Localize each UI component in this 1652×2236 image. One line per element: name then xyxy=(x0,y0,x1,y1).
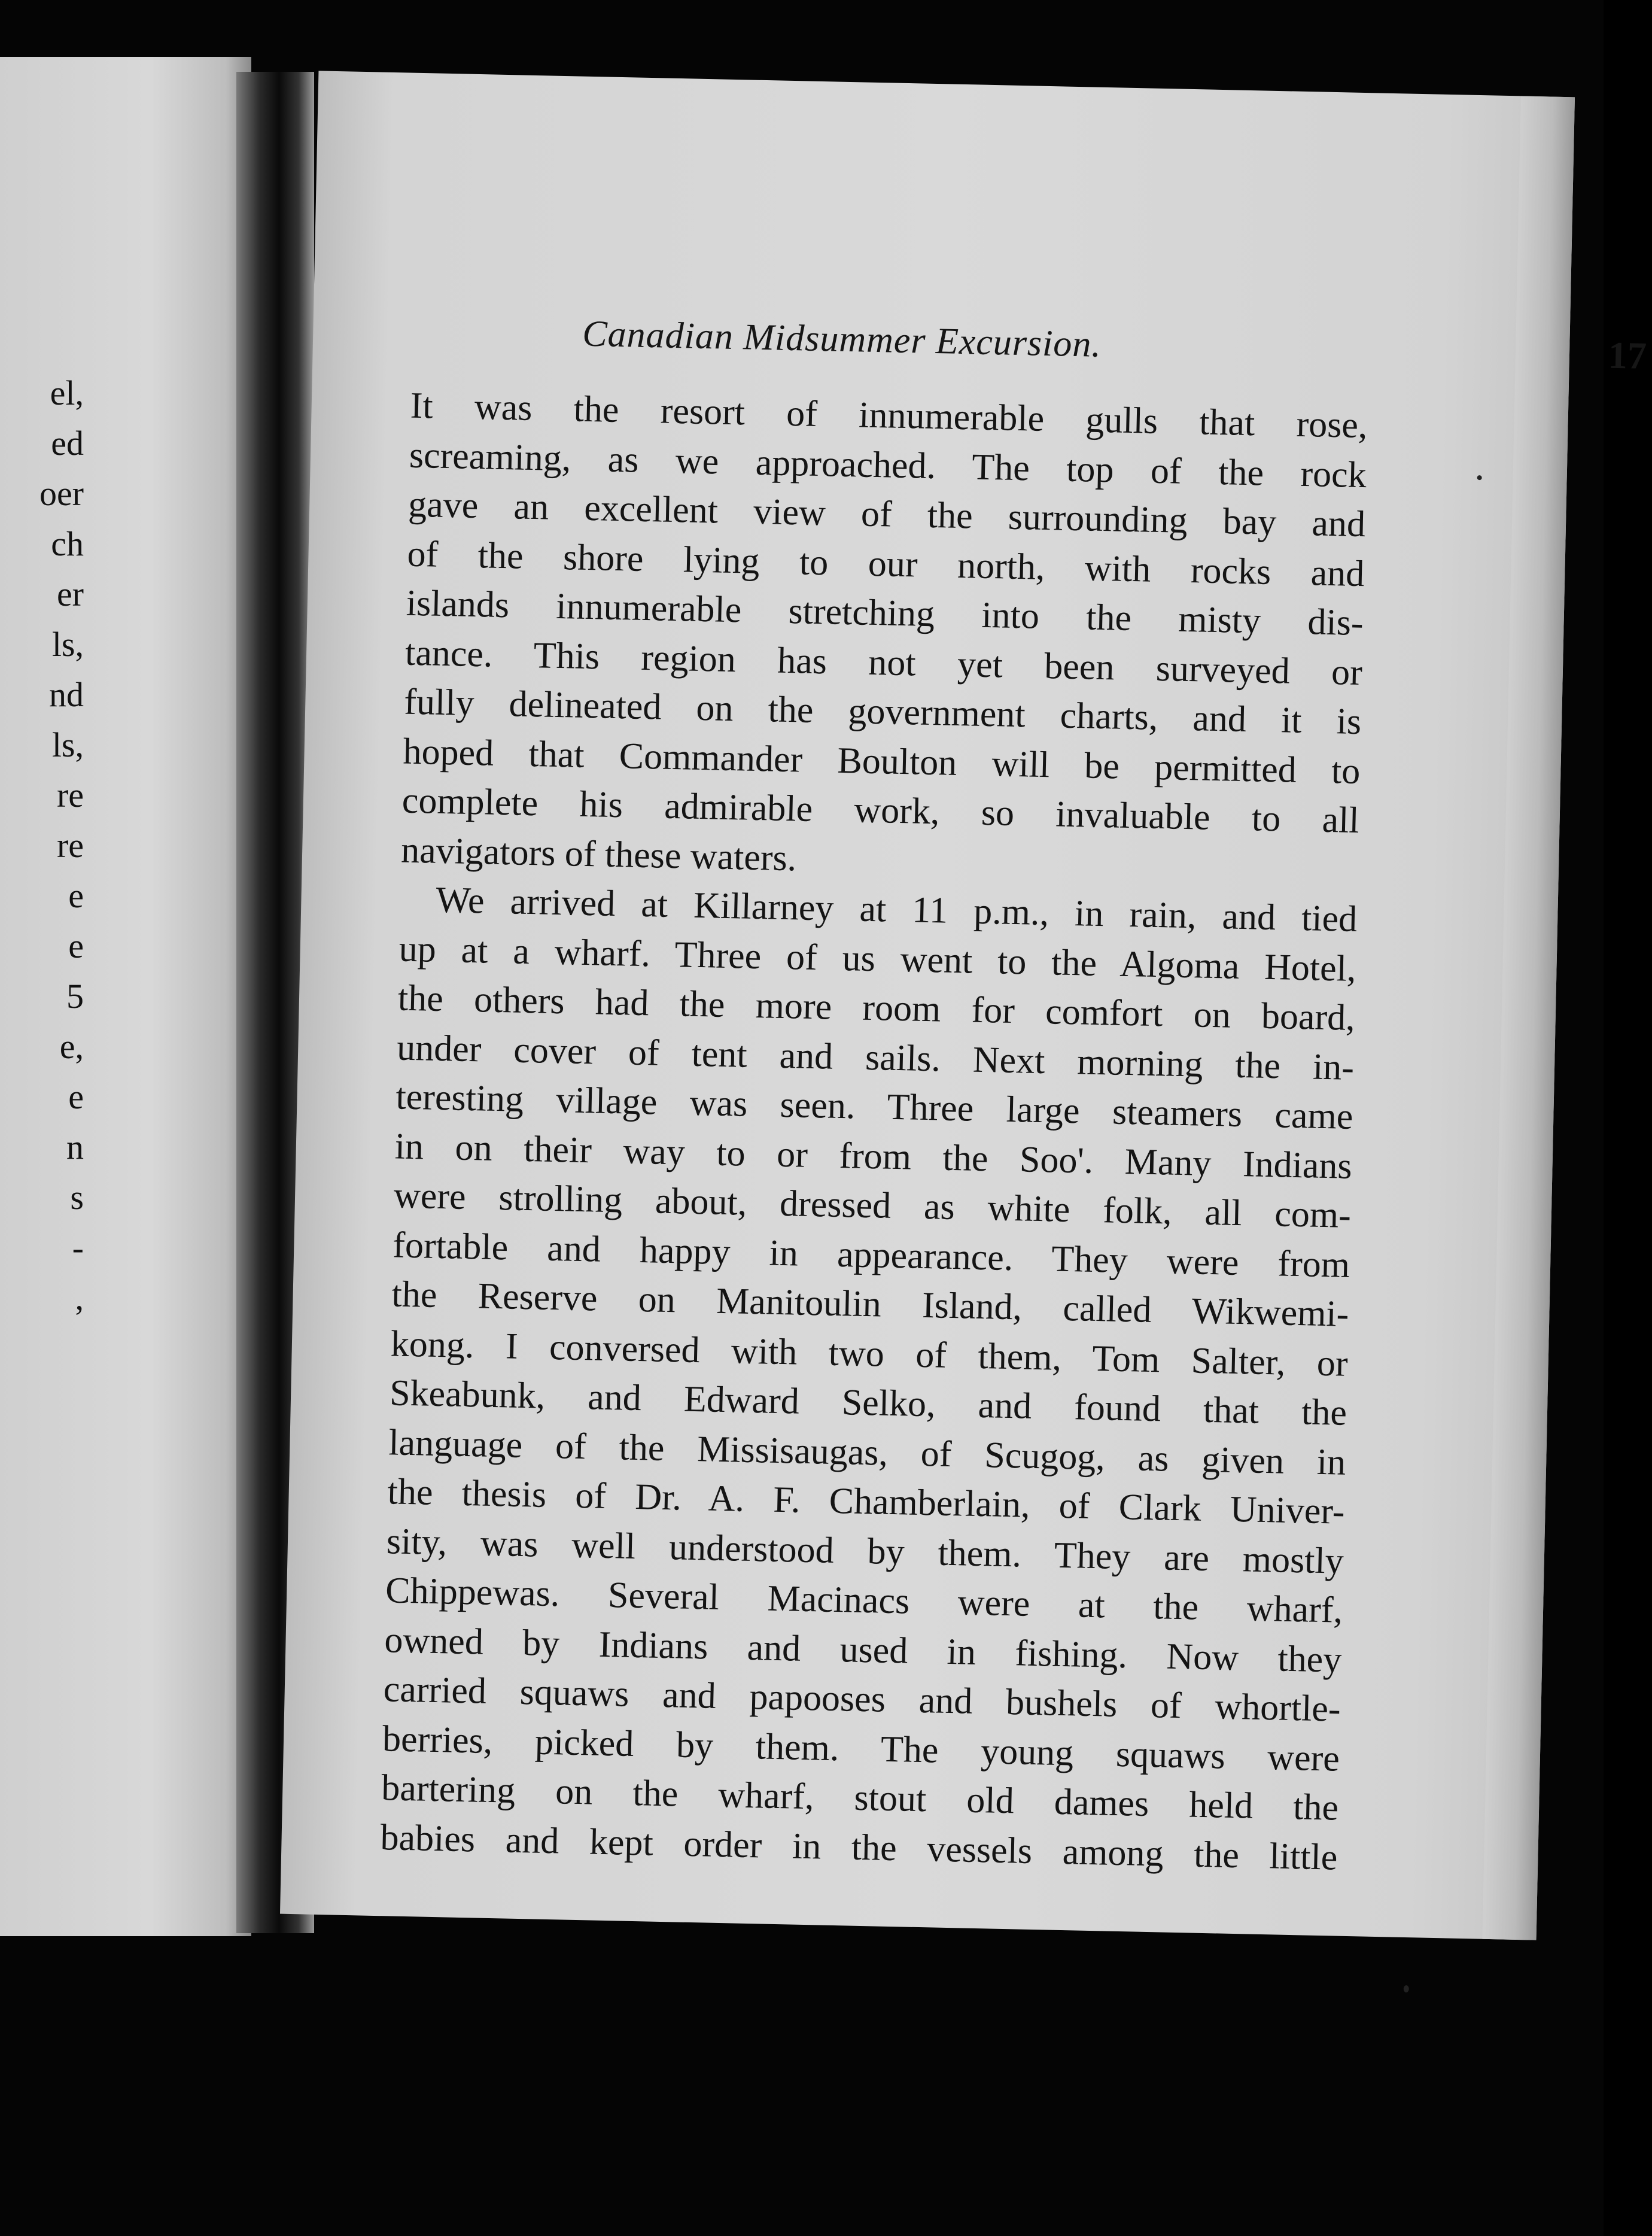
text-line: navigators of these waters. xyxy=(400,830,797,879)
text-line: fully delineated on the government charts, and it is xyxy=(403,681,1362,743)
text-line: gave an excellent view of the surrounding bay and xyxy=(407,484,1366,545)
left-fragment: n xyxy=(66,1128,84,1166)
text-line: Chippewas. Several Macinacs were at the wharf, xyxy=(385,1570,1343,1631)
text-line: sity, was well understood by them. They are mostly xyxy=(386,1520,1344,1582)
left-fragment: oer xyxy=(39,474,84,513)
right-page xyxy=(280,71,1647,1940)
text-line: Skeabunk, and Edward Selko, and found that the xyxy=(389,1372,1347,1433)
body-text xyxy=(380,381,1368,1882)
left-fragment: e xyxy=(68,1077,84,1116)
left-fragment: el, xyxy=(50,373,84,412)
left-fragment: e xyxy=(68,876,84,915)
left-fragment: re xyxy=(56,776,84,815)
left-fragment: re xyxy=(56,826,84,865)
text-line: babies and kept order in the vessels among the little xyxy=(379,1816,1338,1878)
left-fragment: ch xyxy=(51,524,84,563)
paragraph-1 xyxy=(400,381,1368,895)
text-line: kong. I conversed with two of them, Tom Salter, or xyxy=(390,1323,1349,1384)
text-line: in on their way to or from the Soo'. Many Indians xyxy=(394,1125,1353,1187)
text-line: screaming, as we approached. The top of the rock xyxy=(409,435,1367,496)
left-fragment: e xyxy=(68,926,84,965)
text-line: complete his admirable work, so invaluable to all xyxy=(401,780,1360,841)
text-line: carried squaws and papooses and bushels of whortle- xyxy=(383,1669,1341,1730)
text-line: hoped that Commander Boulton will be permitted to xyxy=(402,731,1361,792)
text-line: berries, picked by them. The young squaws were xyxy=(382,1718,1340,1779)
left-fragment: nd xyxy=(49,675,84,714)
left-fragment: 5 xyxy=(66,977,84,1016)
text-line: It was the resort of innumerable gulls that rose, xyxy=(410,385,1368,446)
left-fragment: s xyxy=(70,1178,84,1217)
page-number: 17 xyxy=(1608,333,1647,377)
text-line: bartering on the wharf, stout old dames held the xyxy=(381,1767,1339,1828)
left-fragment: - xyxy=(72,1228,84,1267)
text-line: We arrived at Killarney at 11 p.m., in rain, and tied xyxy=(435,879,1358,940)
ink-speck xyxy=(1477,475,1482,480)
text-line: fortable and happy in appearance. They were from xyxy=(392,1224,1350,1286)
left-fragment: ls, xyxy=(51,725,84,764)
text-line: up at a wharf. Three of us went to the Algoma Hotel, xyxy=(398,928,1357,989)
ink-speck xyxy=(1404,1985,1409,1992)
left-facing-page xyxy=(0,57,251,1936)
text-line: the Reserve on Manitoulin Island, called Wikwemi- xyxy=(391,1274,1350,1335)
running-head xyxy=(582,313,1647,387)
paragraph-2 xyxy=(380,875,1358,1882)
text-line: under cover of tent and sails. Next morning the in- xyxy=(396,1026,1355,1088)
left-fragment: ed xyxy=(51,424,84,463)
text-line: the thesis of Dr. A. F. Chamberlain, of Clark Univer- xyxy=(387,1471,1346,1532)
left-fragment: ls, xyxy=(51,625,84,664)
text-line: owned by Indians and used in fishing. Now they xyxy=(384,1619,1342,1681)
text-line: the others had the more room for comfort on board, xyxy=(397,977,1356,1038)
left-fragment: er xyxy=(56,575,84,613)
left-page-text-fragments xyxy=(0,368,84,1323)
text-line: tance. This region has not yet been surveyed or xyxy=(404,632,1363,693)
left-fragment: e, xyxy=(59,1027,84,1066)
running-title: Canadian Midsummer Excursion. xyxy=(582,313,1102,365)
text-line: were strolling about, dressed as white folk, all com- xyxy=(393,1175,1352,1236)
left-fragment: , xyxy=(75,1278,84,1317)
text-line: islands innumerable stretching into the misty dis- xyxy=(406,582,1364,644)
text-line: of the shore lying to our north, with rocks and xyxy=(406,533,1365,594)
text-line: teresting village was seen. Three large steamers came xyxy=(395,1076,1353,1137)
text-line: language of the Missisaugas, of Scugog, as given in xyxy=(388,1421,1346,1483)
